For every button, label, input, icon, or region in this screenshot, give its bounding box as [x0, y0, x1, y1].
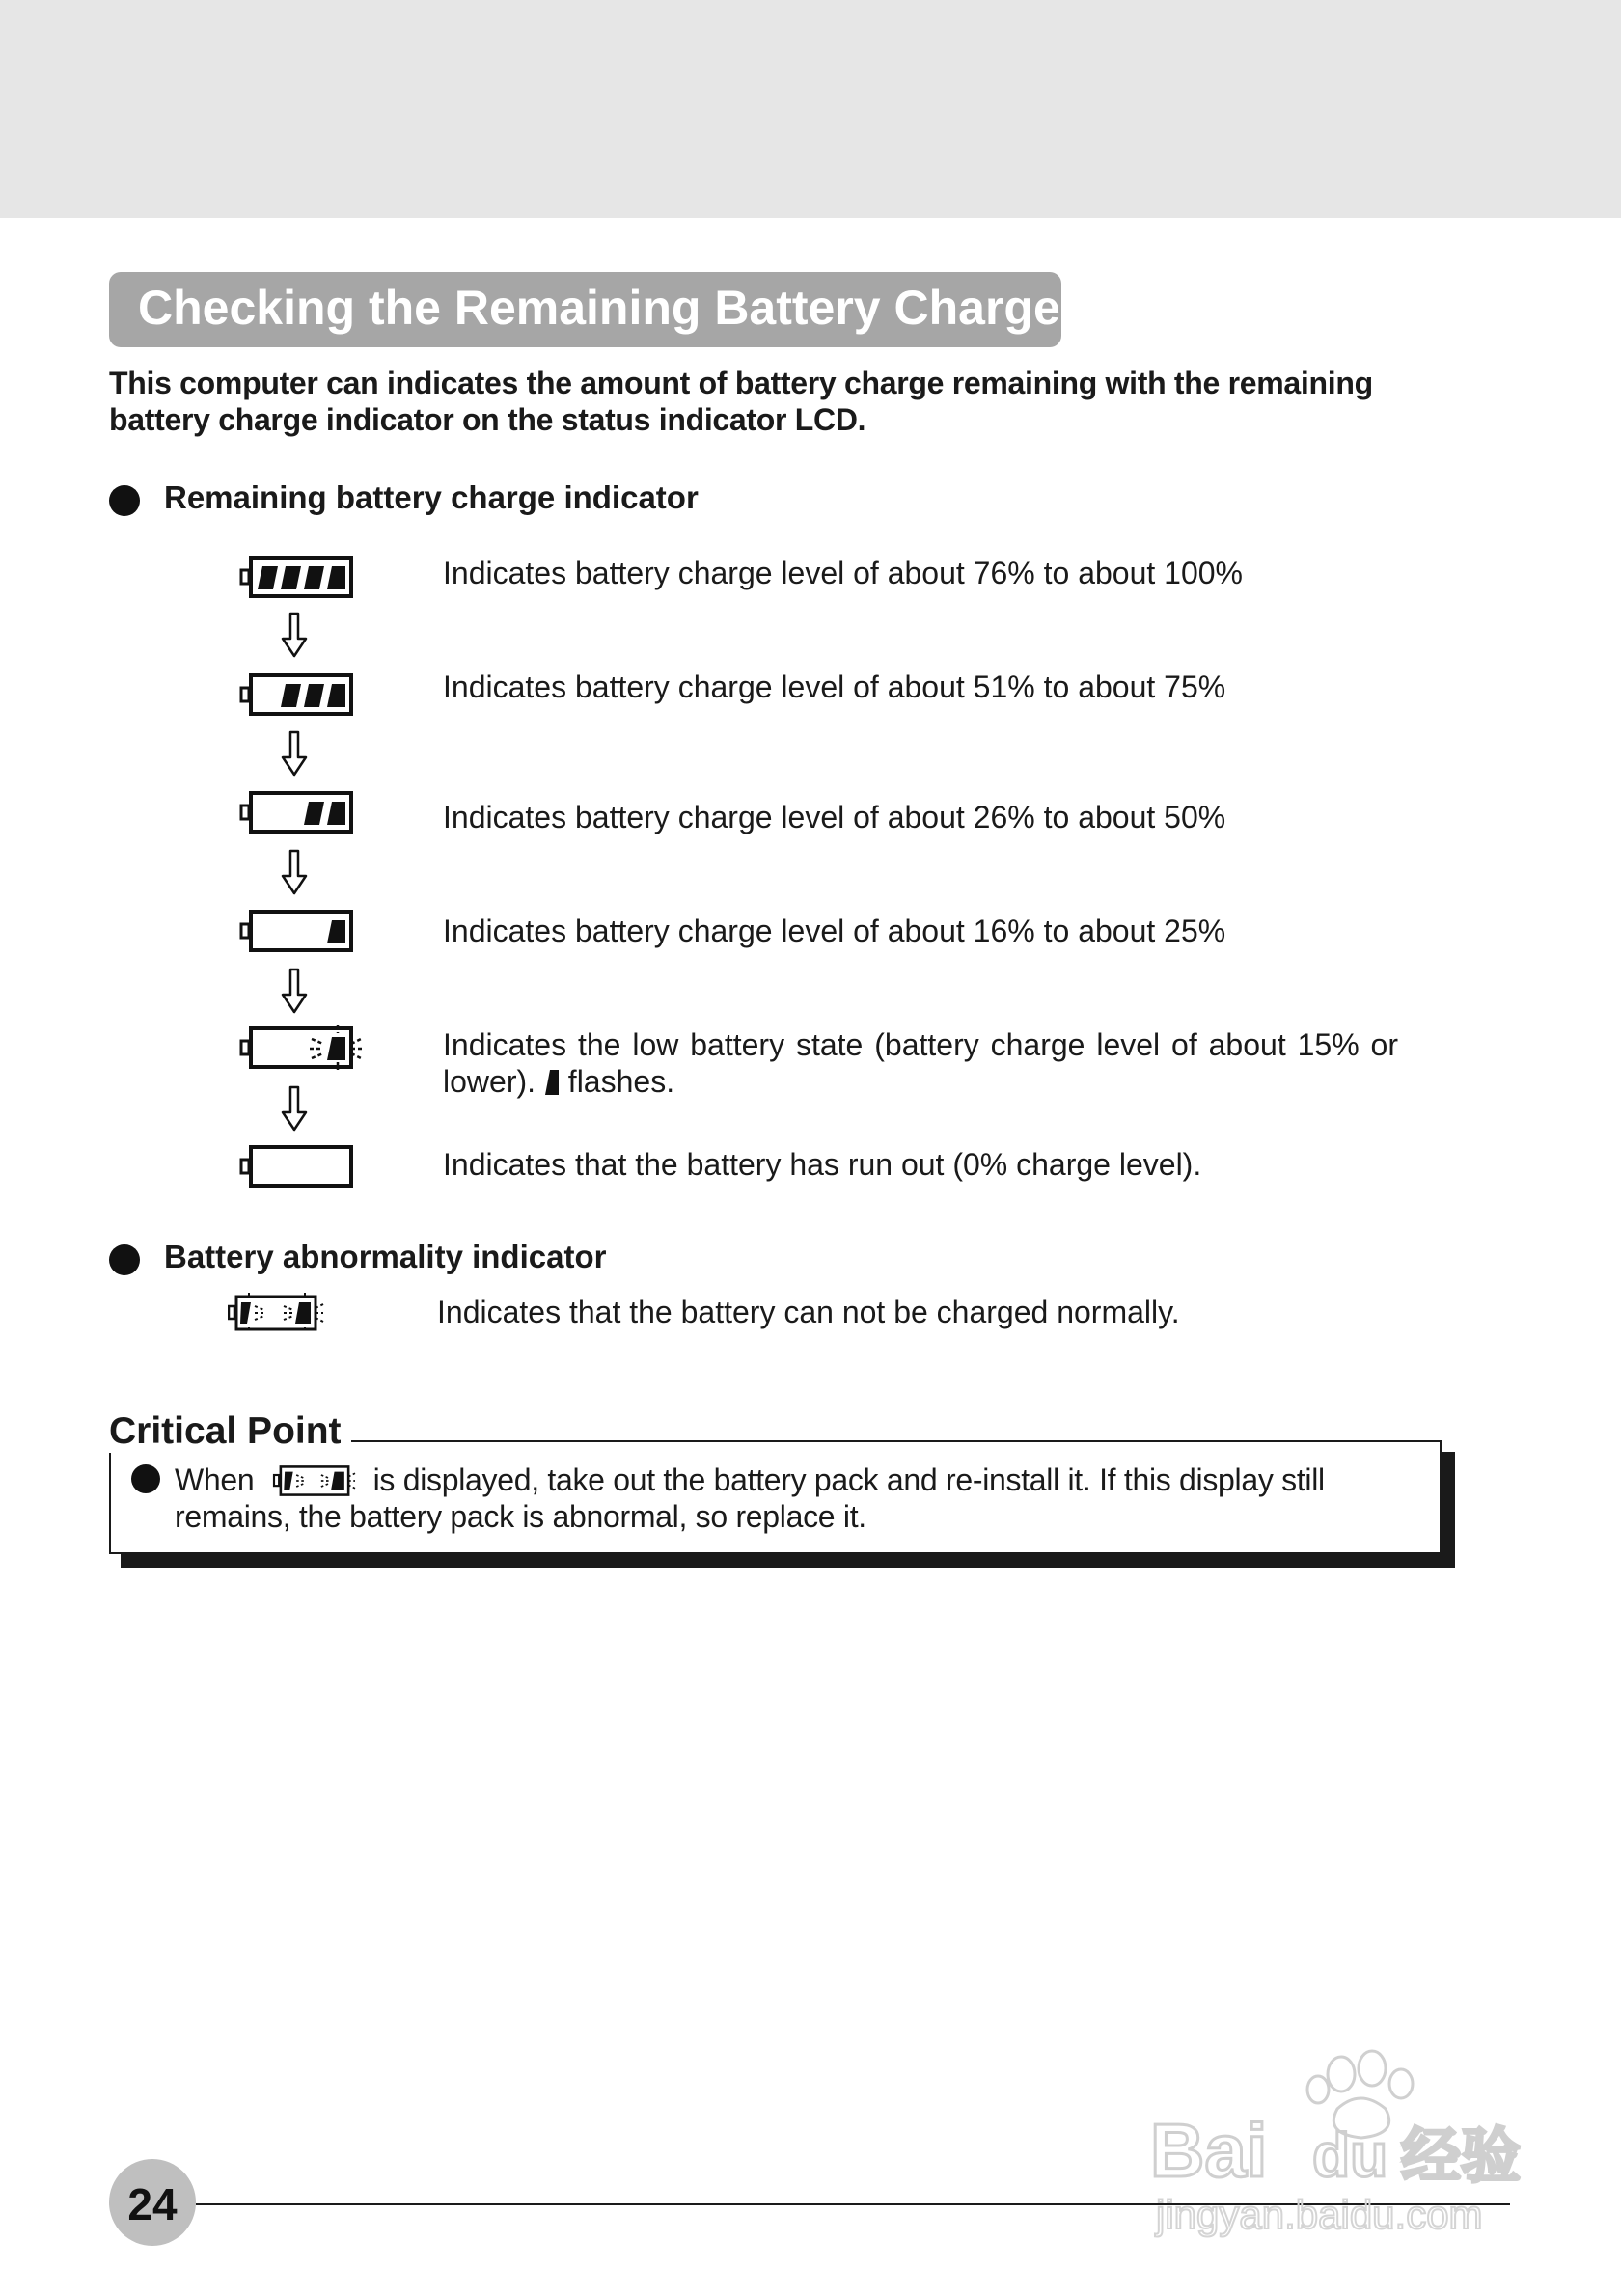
remaining-section-label: Remaining battery charge indicator: [164, 479, 699, 515]
battery-empty-icon: [239, 1144, 355, 1189]
charge-level-description: Indicates that the battery has run out (0% charge level).: [443, 1147, 1202, 1182]
arrow-down-icon: [280, 612, 309, 660]
arrow-down-icon: [280, 730, 309, 779]
abnormality-description: Indicates that the battery can not be charged normally.: [437, 1295, 1180, 1329]
svg-text:du: du: [1312, 2120, 1388, 2190]
charge-level-description: Indicates battery charge level of about 76% to about 100%: [443, 556, 1243, 590]
arrow-down-icon: [280, 968, 309, 1016]
battery-quarter-icon: [239, 909, 355, 953]
section-title-banner: [109, 272, 1061, 347]
critical-point-title: Critical Point: [109, 1410, 351, 1453]
page-number-badge: [109, 2159, 196, 2246]
battery-three-quarter-icon: [239, 672, 355, 717]
battery-full-icon: [239, 555, 355, 599]
low-battery-text: Indicates the low battery state (battery charge level of about 15% or lower).: [443, 1027, 1398, 1099]
page-number: 24: [127, 2179, 178, 2229]
critical-point-text: [175, 1462, 1439, 1535]
header-band: [0, 0, 1621, 218]
abnormality-section-label: Battery abnormality indicator: [164, 1239, 607, 1274]
svg-text:Bai: Bai: [1150, 2108, 1268, 2193]
svg-text:经验: 经验: [1401, 2120, 1522, 2191]
bullet-icon: [109, 1244, 140, 1275]
charge-level-description: Indicates battery charge level of about 26% to about 50%: [443, 800, 1226, 834]
watermark-url: jingyan.baidu.com: [1156, 2192, 1483, 2237]
baidu-watermark-logo: [1148, 2045, 1544, 2238]
battery-abnormal-icon: [228, 1293, 324, 1333]
critical-point-instructions: is displayed, take out the battery pack and re-install it. If this display still remains, the battery pack is abnormal, so replace it.: [175, 1462, 1325, 1534]
charge-level-description: Indicates battery charge level of about 51% to about 75%: [443, 670, 1226, 704]
bullet-icon: [131, 1464, 160, 1493]
battery-low-flashing-icon: [239, 1025, 363, 1070]
arrow-down-icon: [280, 849, 309, 897]
charge-level-description: Indicates battery charge level of about 16% to about 25%: [443, 914, 1226, 948]
battery-abnormal-icon: [270, 1463, 359, 1498]
critical-point-when: When: [175, 1462, 255, 1497]
flashes-text: flashes.: [567, 1064, 675, 1099]
low-battery-description: [443, 1026, 1398, 1100]
bullet-icon: [109, 485, 140, 516]
battery-half-icon: [239, 790, 355, 834]
charge-segment-icon: [544, 1069, 560, 1096]
arrow-down-icon: [280, 1085, 309, 1134]
page-title: Checking the Remaining Battery Charge: [138, 281, 1060, 335]
intro-paragraph: This computer can indicates the amount of battery charge remaining with the remaining battery charge indicator on the status indicator LCD.: [109, 366, 1373, 437]
